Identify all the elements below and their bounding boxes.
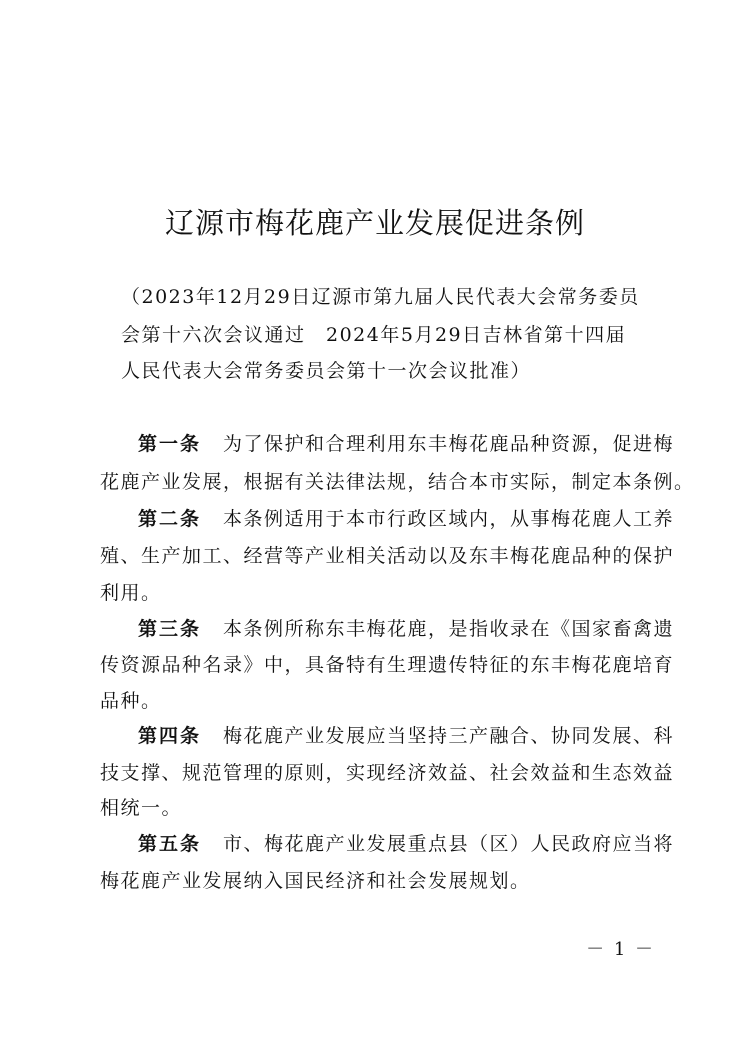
adoption-note-line-1: （2023年12月29日辽源市第九届人民代表大会常务委员: [121, 286, 640, 308]
article-3-line-2: 传资源品种名录》中，具备特有生理遗传特征的东丰梅花鹿培育: [100, 654, 675, 676]
article-2-line-1: [138, 504, 674, 534]
article-5-line-1: [138, 829, 674, 859]
article-1-line-2: 花鹿产业发展，根据有关法律法规，结合本市实际，制定本条例。: [100, 471, 695, 493]
article-3-text-1: 本条例所称东丰梅花鹿，是指收录在《国家畜禽遗: [223, 618, 675, 640]
article-4-line-1: [138, 721, 674, 751]
article-5-line-2: 梅花鹿产业发展纳入国民经济和社会发展规划。: [100, 870, 531, 892]
article-1-line-1: [138, 429, 674, 459]
article-2-text-1: 本条例适用于本市行政区域内，从事梅花鹿人工养: [223, 508, 675, 530]
article-5-text-1: 市、梅花鹿产业发展重点县（区）人民政府应当将: [223, 833, 675, 855]
article-3-line-1: [138, 614, 674, 644]
article-1-text-1: 为了保护和合理利用东丰梅花鹿品种资源，促进梅: [223, 433, 675, 455]
article-3-label: 第三条: [138, 618, 202, 640]
article-3-line-3: 品种。: [100, 690, 162, 712]
article-4-line-2: 技支撑、规范管理的原则，实现经济效益、社会效益和生态效益: [100, 762, 675, 784]
page-number: － 1 －: [586, 939, 655, 960]
article-4-text-1: 梅花鹿产业发展应当坚持三产融合、协同发展、科: [223, 725, 675, 747]
article-2-label: 第二条: [138, 508, 202, 530]
adoption-note-line-3: 人民代表大会常务委员会第十一次会议批准）: [121, 360, 532, 382]
article-2-line-3: 利用。: [100, 582, 162, 604]
article-4-line-3: 相统一。: [100, 797, 183, 819]
adoption-note-line-2: 会第十六次会议通过 2024年5月29日吉林省第十四届: [121, 324, 627, 346]
article-1-label: 第一条: [138, 433, 202, 455]
article-4-label: 第四条: [138, 725, 202, 747]
article-5-label: 第五条: [138, 833, 202, 855]
article-2-line-2: 殖、生产加工、经营等产业相关活动以及东丰梅花鹿品种的保护: [100, 545, 675, 567]
document-title: 辽源市梅花鹿产业发展促进条例: [164, 206, 585, 240]
